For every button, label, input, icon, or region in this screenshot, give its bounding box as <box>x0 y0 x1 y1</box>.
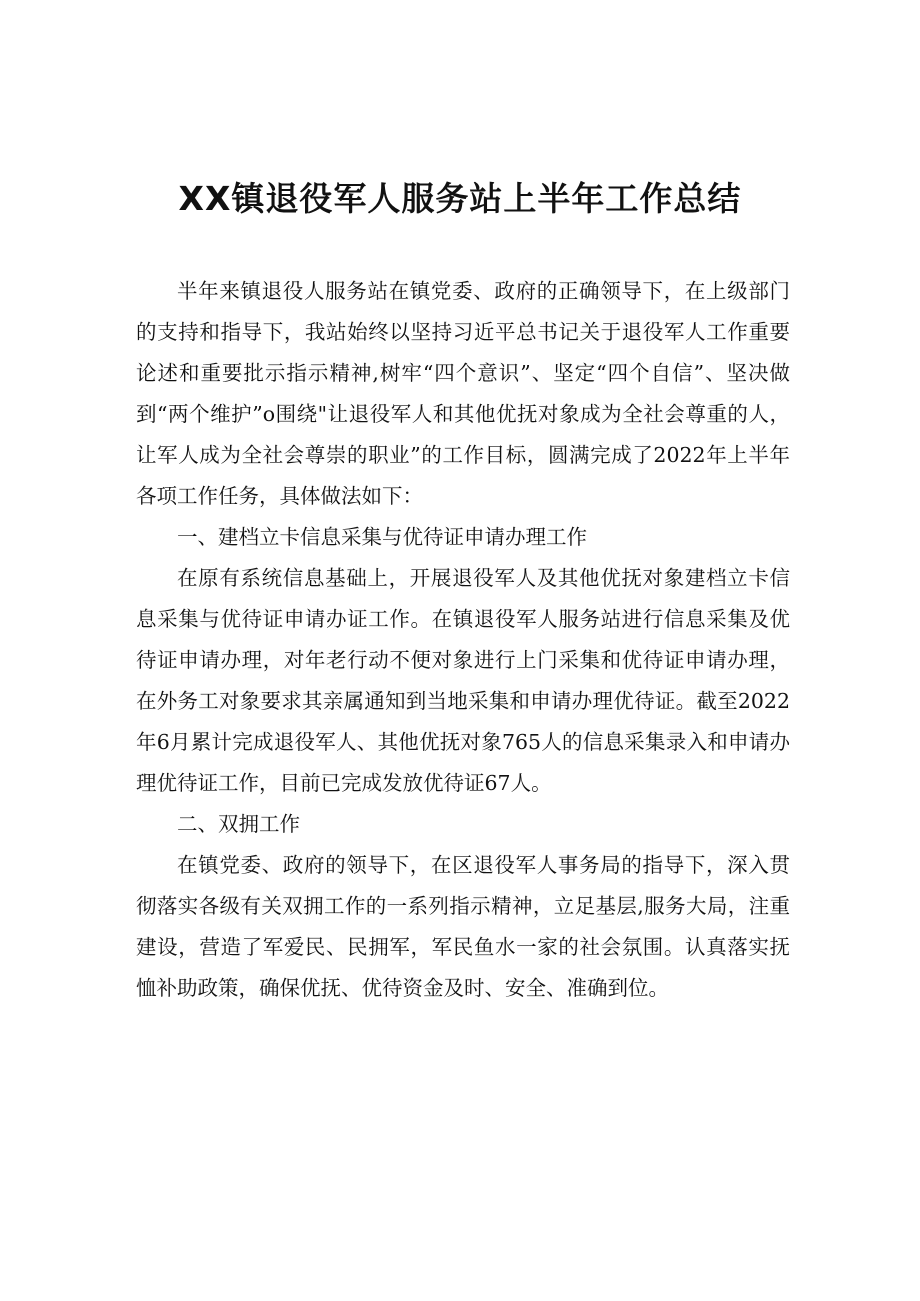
section-paragraph-2: 在镇党委、政府的领导下，在区退役军人事务局的指导下，深入贯彻落实各级有关双拥工作的一系列指示精神，立足基层,服务大局，注重建设，营造了军爱民、民拥军，军民鱼水一家的社会氛围。认真落实抚恤补助政策，确保优抚、优待资金及时、安全、准确到位。 <box>136 853 790 1000</box>
section-paragraph-1: 在原有系统信息基础上，开展退役军人及其他优抚对象建档立卡信息采集与优待证申请办证工作。在镇退役军人服务站进行信息采集及优待证申请办理，对年老行动不便对象进行上门采集和优待证申请办理，在外务工对象要求其亲属通知到当地采集和申请办理优待证。截至2022年6月累计完成退役军人、其他优抚对象765人的信息采集录入和申请办理优待证工作，目前已完成发放优待证67人。 <box>136 566 790 795</box>
section-heading-1: 一、建档立卡信息采集与优待证申请办理工作 <box>177 525 587 549</box>
intro-paragraph: 半年来镇退役人服务站在镇党委、政府的正确领导下，在上级部门的支持和指导下，我站始终以坚持习近平总书记关于退役军人工作重要论述和重要批示指示精神,树牢“四个意识”、坚定“四个自信”、坚决做到“两个维护”o围绕"让退役军人和其他优抚对象成为全社会尊重的人，让军人成为全社会尊崇的职业”的工作目标，圆满完成了2022年上半年各项工作任务，具体做法如下： <box>136 279 790 508</box>
section-heading-2: 二、双拥工作 <box>177 812 300 836</box>
document-title: XX镇退役军人服务站上半年工作总结 <box>178 179 742 218</box>
document-body <box>136 271 790 1009</box>
